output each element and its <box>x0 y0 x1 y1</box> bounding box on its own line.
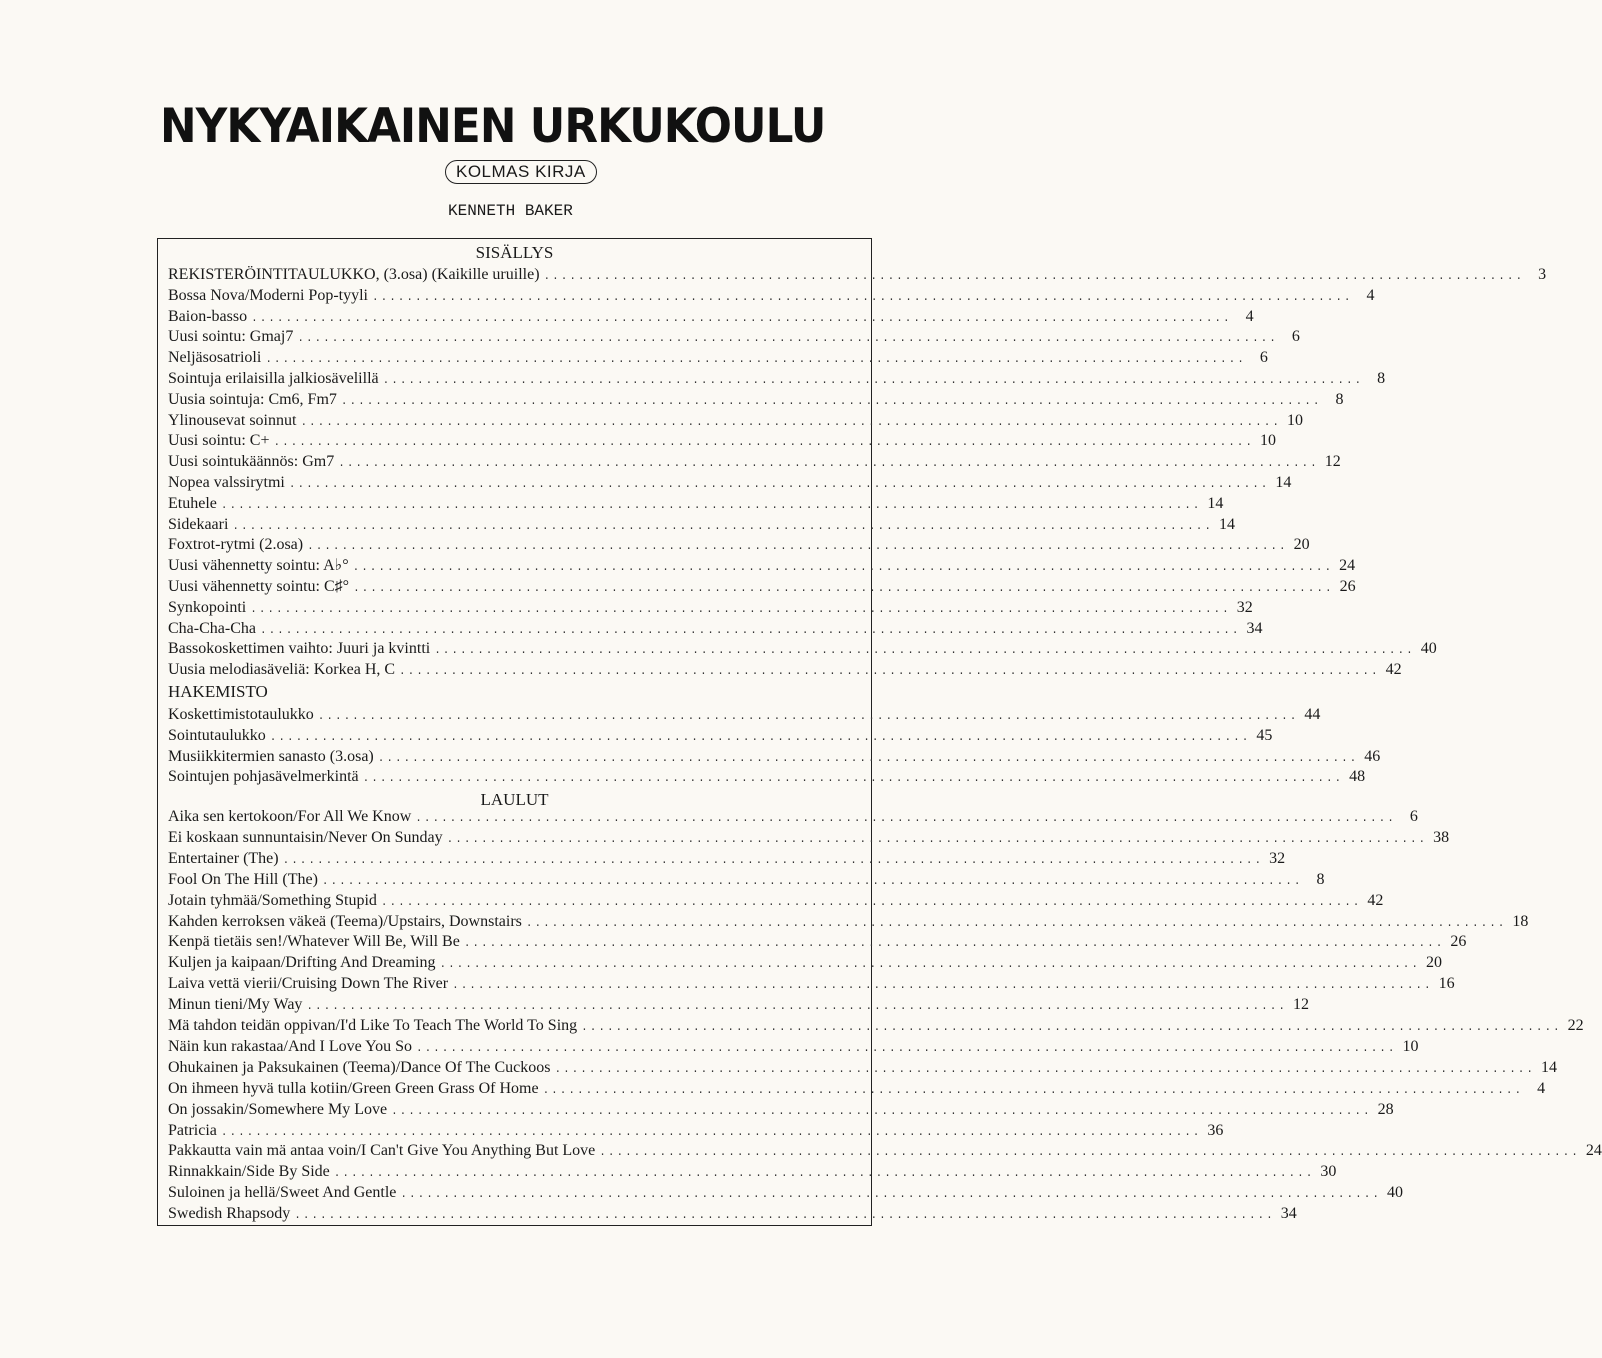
entry-page-number: 6 <box>1291 328 1300 346</box>
dot-leader: .................................................................................................................. <box>250 603 1231 616</box>
toc-entry <box>168 766 1366 787</box>
toc-entry <box>168 576 1356 597</box>
dot-leader: .................................................................................................................. <box>321 875 1303 888</box>
index-heading: HAKEMISTO <box>168 682 268 701</box>
toc-entry <box>168 1015 1584 1036</box>
entry-title: Sidekaari <box>168 515 229 533</box>
entry-title: Sointuja erilaisilla jalkiosävelillä <box>168 370 379 387</box>
dot-leader: .................................................................................................................. <box>415 1042 1397 1055</box>
entry-page-number: 46 <box>1364 747 1381 765</box>
toc-entry <box>168 1036 1419 1057</box>
songs-heading: LAULUT <box>480 790 549 809</box>
toc-entry <box>168 347 1268 368</box>
entry-title: Cha-Cha-Cha <box>168 619 256 637</box>
table-of-contents <box>157 238 1602 1226</box>
entry-title: On jossakin/Somewhere My Love <box>168 1100 388 1118</box>
toc-entry <box>168 911 1529 932</box>
dot-leader: .................................................................................................................. <box>415 813 1396 825</box>
entry-title: Mä tahdon teidän oppivan/I'd Like To Teach The World To Sing <box>168 1017 578 1034</box>
toc-entry <box>168 659 1402 680</box>
dot-leader: .................................................................................................................. <box>400 1189 1381 1202</box>
entry-title: Pakkautta vain mä antaa voin/I Can't Give You Anything But Love <box>168 1142 596 1160</box>
entry-title: Jotain tyhmää/Something Stupid <box>168 891 377 909</box>
entry-title: Uusi sointu: C+ <box>168 432 270 450</box>
entry-title: Uusi sointu: Gmaj7 <box>168 328 294 346</box>
entry-title: Entertainer (The) <box>168 849 279 867</box>
toc-entry <box>168 848 1286 869</box>
entry-page-number: 44 <box>1304 706 1321 723</box>
toc-entry <box>168 285 1375 306</box>
entry-page-number: 12 <box>1292 996 1309 1014</box>
dot-leader: .................................................................................................................. <box>525 917 1507 930</box>
dot-leader: .................................................................................................................. <box>251 312 1232 325</box>
dot-leader: .................................................................................................................. <box>297 333 1278 346</box>
dot-leader: .................................................................................................................. <box>543 271 1525 283</box>
entry-page-number: 42 <box>1385 661 1402 679</box>
entry-page-number: 16 <box>1438 975 1455 993</box>
entry-title: Uusia melodiasäveliä: Korkea H, C <box>168 661 396 679</box>
dot-leader: .................................................................................................................. <box>399 666 1380 679</box>
entry-page-number: 3 <box>1538 266 1547 283</box>
dot-leader: .................................................................................................................. <box>338 458 1319 471</box>
entry-title: Bassokoskettimen vaihto: Juuri ja kvintti <box>168 640 431 658</box>
entry-title: Synkopointi <box>168 598 247 616</box>
toc-entry <box>168 1120 1224 1141</box>
book-subtitle: KOLMAS KIRJA <box>445 160 597 184</box>
toc-entry <box>168 555 1356 576</box>
dot-leader: .................................................................................................................. <box>542 1084 1524 1097</box>
dot-leader: .................................................................................................................. <box>232 520 1213 533</box>
toc-entry <box>168 597 1253 618</box>
toc-entry <box>168 869 1325 890</box>
dot-leader: .................................................................................................................. <box>265 354 1246 367</box>
dot-leader: .................................................................................................................. <box>300 416 1281 429</box>
toc-entry <box>168 994 1309 1015</box>
entry-page-number: 6 <box>1409 808 1418 825</box>
dot-leader: .................................................................................................................. <box>377 752 1359 765</box>
entry-page-number: 20 <box>1426 954 1443 972</box>
entry-title: Nopea valssirytmi <box>168 474 285 491</box>
dot-leader: .................................................................................................................. <box>372 291 1353 304</box>
entry-page-number: 10 <box>1402 1037 1419 1055</box>
entry-title: Minun tieni/My Way <box>168 996 303 1014</box>
entry-page-number: 26 <box>1450 933 1467 951</box>
entry-title: Suloinen ja hellä/Sweet And Gentle <box>168 1184 397 1202</box>
entry-page-number: 10 <box>1286 411 1303 429</box>
toc-entry <box>168 410 1303 431</box>
toc-entry <box>168 973 1455 994</box>
entry-title: Laiva vettä vierii/Cruising Down The River <box>168 975 449 993</box>
toc-entry <box>168 430 1277 451</box>
entry-title: Uusi vähennetty sointu: C♯° <box>168 578 350 595</box>
dot-leader: .................................................................................................................. <box>434 645 1415 658</box>
toc-entry <box>168 514 1235 535</box>
dot-leader: .................................................................................................................. <box>307 541 1288 554</box>
entry-page-number: 8 <box>1335 390 1344 408</box>
entry-title: Musiikkitermien sanasto (3.osa) <box>168 747 374 765</box>
entry-title: Kuljen ja kaipaan/Drifting And Dreaming <box>168 954 436 972</box>
entry-title: Swedish Rhapsody <box>168 1205 291 1223</box>
dot-leader: .................................................................................................................. <box>391 1105 1372 1118</box>
dot-leader: .................................................................................................................. <box>282 854 1264 867</box>
dot-leader: .................................................................................................................. <box>452 980 1433 993</box>
dot-leader: .................................................................................................................. <box>599 1147 1580 1160</box>
entry-page-number: 10 <box>1260 432 1277 450</box>
dot-leader: .................................................................................................................. <box>380 896 1362 909</box>
dot-leader: .................................................................................................................. <box>353 583 1334 595</box>
entry-title: Ei koskaan sunnuntaisin/Never On Sunday <box>168 828 443 846</box>
toc-entry <box>168 618 1263 639</box>
entry-page-number: 6 <box>1259 349 1268 367</box>
entry-title: Aika sen kertokoon/For All We Know <box>168 808 412 825</box>
toc-entry <box>168 746 1381 767</box>
entry-title: Kenpä tietäis sen!/Whatever Will Be, Will Be <box>168 933 460 951</box>
toc-entry <box>168 389 1344 410</box>
entry-title: Etuhele <box>168 494 217 512</box>
toc-entry <box>168 704 1321 725</box>
entry-title: Sointutaulukko <box>168 726 266 744</box>
entry-page-number: 45 <box>1256 726 1273 744</box>
entry-page-number: 14 <box>1218 515 1235 533</box>
entry-page-number: 4 <box>1366 286 1375 304</box>
toc-entry <box>168 952 1443 973</box>
toc-entry <box>168 890 1384 911</box>
entry-title: REKISTERÖINTITAULUKKO, (3.osa) (Kaikille uruille) <box>168 266 540 283</box>
toc-entry <box>168 493 1224 514</box>
author-name: KENNETH BAKER <box>448 202 573 220</box>
entry-page-number: 42 <box>1367 891 1384 909</box>
book-title: NYKYAIKAINEN URKUKOULU <box>160 99 826 154</box>
entry-title: Uusi vähennetty sointu: A♭° <box>168 557 349 575</box>
dot-leader: .................................................................................................................. <box>581 1022 1562 1034</box>
entry-title: Rinnakkain/Side By Side <box>168 1163 330 1181</box>
dot-leader: .................................................................................................................. <box>259 624 1241 637</box>
entry-title: Foxtrot-rytmi (2.osa) <box>168 536 304 554</box>
entry-title: Ylinousevat soinnut <box>168 411 297 429</box>
toc-entry <box>168 368 1386 389</box>
toc-entry <box>168 827 1450 848</box>
entry-page-number: 32 <box>1269 849 1286 867</box>
toc-entry <box>168 1161 1337 1182</box>
entry-page-number: 12 <box>1324 453 1341 471</box>
toc-entry <box>168 534 1310 555</box>
entry-page-number: 26 <box>1339 578 1356 595</box>
toc-entry <box>168 1182 1403 1203</box>
entry-title: Patricia <box>168 1121 217 1139</box>
dot-leader: .................................................................................................................. <box>269 731 1251 744</box>
toc-entry <box>168 451 1341 472</box>
entry-title: Sointujen pohjasävelmerkintä <box>168 768 359 786</box>
toc-entry <box>168 1078 1546 1099</box>
entry-title: Uusia sointuja: Cm6, Fm7 <box>168 390 337 408</box>
entry-page-number: 32 <box>1236 598 1253 616</box>
entry-page-number: 40 <box>1386 1184 1403 1202</box>
toc-entry <box>168 725 1273 746</box>
dot-leader: .................................................................................................................. <box>554 1063 1535 1076</box>
entry-page-number: 8 <box>1377 370 1386 387</box>
entry-page-number: 4 <box>1245 307 1254 325</box>
dot-leader: .................................................................................................................. <box>294 1210 1275 1223</box>
entry-page-number: 22 <box>1567 1017 1584 1034</box>
dot-leader: .................................................................................................................. <box>446 833 1428 846</box>
entry-title: Bossa Nova/Moderni Pop-tyyli <box>168 286 368 304</box>
entry-title: Kahden kerroksen väkeä (Teema)/Upstairs, Downstairs <box>168 912 522 930</box>
dot-leader: .................................................................................................................. <box>273 437 1255 450</box>
toc-entry <box>168 1203 1297 1224</box>
toc-entry <box>168 931 1467 952</box>
toc-entry <box>168 1099 1394 1120</box>
dot-leader: .................................................................................................................. <box>220 1126 1202 1139</box>
dot-leader: .................................................................................................................. <box>340 395 1322 408</box>
entry-title: Neljäsosatrioli <box>168 349 262 367</box>
entry-page-number: 48 <box>1349 768 1366 786</box>
toc-entry <box>168 1140 1602 1161</box>
entry-page-number: 20 <box>1293 536 1310 554</box>
toc-entry <box>168 326 1300 347</box>
entry-page-number: 14 <box>1275 474 1292 491</box>
entry-page-number: 8 <box>1316 870 1325 888</box>
entry-page-number: 24 <box>1339 557 1356 575</box>
dot-leader: .................................................................................................................. <box>317 711 1299 723</box>
entry-page-number: 36 <box>1207 1121 1224 1139</box>
entry-page-number: 30 <box>1320 1163 1337 1181</box>
dot-leader: .................................................................................................................. <box>382 375 1364 387</box>
entry-title: Uusi sointukäännös: Gm7 <box>168 453 335 471</box>
entry-page-number: 34 <box>1246 619 1263 637</box>
dot-leader: .................................................................................................................. <box>288 479 1270 491</box>
toc-entry <box>168 638 1437 659</box>
entry-page-number: 4 <box>1537 1079 1546 1097</box>
entry-title: Koskettimistotaulukko <box>168 706 314 723</box>
entry-page-number: 14 <box>1541 1058 1557 1076</box>
entry-page-number: 18 <box>1512 912 1529 930</box>
toc-entry <box>168 472 1292 493</box>
contents-heading: SISÄLLYS <box>475 243 554 262</box>
dot-leader: .................................................................................................................. <box>463 938 1445 951</box>
toc-entry <box>168 264 1547 285</box>
toc-entry <box>168 306 1254 327</box>
dot-leader: .................................................................................................................. <box>220 499 1202 512</box>
entry-page-number: 24 <box>1585 1142 1602 1160</box>
dot-leader: .................................................................................................................. <box>362 773 1344 786</box>
entry-page-number: 28 <box>1377 1100 1394 1118</box>
entry-title: On ihmeen hyvä tulla kotiin/Green Green Grass Of Home <box>168 1079 539 1097</box>
dot-leader: .................................................................................................................. <box>306 1001 1287 1014</box>
dot-leader: .................................................................................................................. <box>352 562 1334 575</box>
toc-entry <box>168 1057 1557 1078</box>
entry-title: Ohukainen ja Paksukainen (Teema)/Dance Of The Cuckoos <box>168 1058 551 1076</box>
entry-title: Fool On The Hill (The) <box>168 870 318 888</box>
entry-title: Näin kun rakastaa/And I Love You So <box>168 1037 412 1055</box>
entry-title: Baion-basso <box>168 307 248 325</box>
toc-entry <box>168 806 1418 827</box>
entry-page-number: 14 <box>1207 494 1224 512</box>
entry-page-number: 40 <box>1420 640 1437 658</box>
dot-leader: .................................................................................................................. <box>333 1168 1315 1181</box>
entry-page-number: 38 <box>1433 828 1450 846</box>
dot-leader: .................................................................................................................. <box>439 959 1421 972</box>
entry-page-number: 34 <box>1280 1205 1297 1223</box>
